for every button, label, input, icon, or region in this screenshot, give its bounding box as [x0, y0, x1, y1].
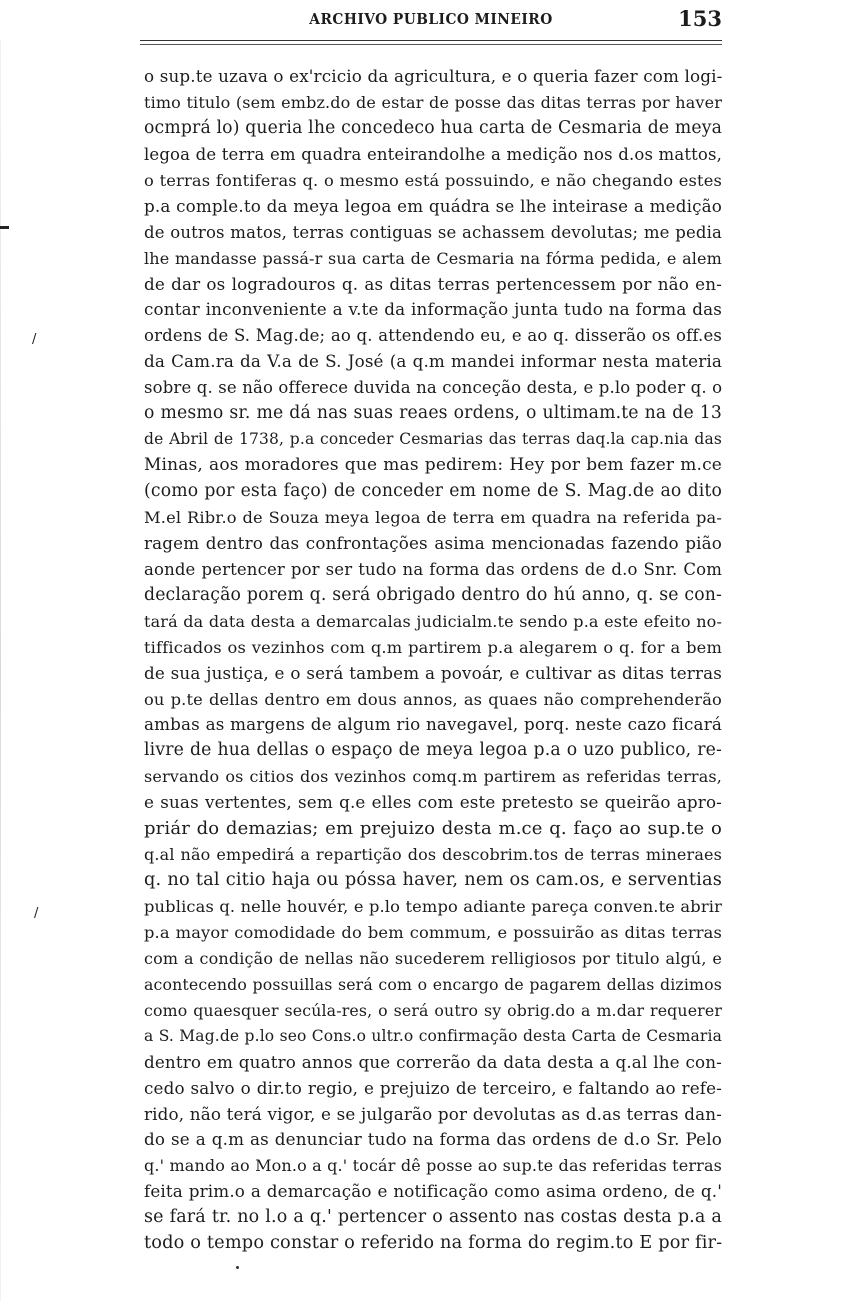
text-line: ragem dentro das confrontações asima mencionadas fazendo pião	[144, 532, 722, 553]
text-line: p.a mayor comodidade do bem commum, e possuirão as ditas terras	[144, 922, 722, 942]
text-line: acontecendo possuillas será com o encargo de pagarem dellas dizimos	[144, 974, 722, 994]
text-line: q.' mando ao Mon.o a q.' tocár dê posse ao sup.te das referidas terras	[144, 1156, 722, 1176]
binding-edge	[0, 40, 1, 1301]
text-line: e suas vertentes, sem q.e elles com este pretesto se queirão apro-	[144, 792, 722, 813]
text-line: de Abril de 1738, p.a conceder Cesmarias das terras daq.la cap.nia das	[144, 430, 722, 449]
text-line: q.al não empedirá a repartição dos descobrim.tos de terras mineraes	[144, 845, 722, 865]
text-line: lhe mandasse passá-r sua carta de Cesmaria na fórma pedida, e alem	[144, 248, 722, 268]
text-line: sobre q. se não offerece duvida na conceção desta, e p.lo poder q. o	[144, 378, 723, 398]
text-line: com a condição de nellas não sucederem relligiosos por titulo algú, e	[144, 948, 722, 968]
text-line: tifficados os vezinhos com q.m partirem p.a alegarem o q. for a bem	[144, 637, 722, 657]
text-line: cedo salvo o dir.to regio, e prejuizo de terceiro, e faltando ao refe-	[144, 1077, 722, 1098]
margin-tick-mark: /	[34, 906, 39, 921]
text-line: legoa de terra em quadra enteirandolhe a medição nos d.os mattos,	[144, 144, 722, 164]
text-line: dentro em quatro annos que correrão da data desta a q.al lhe con-	[144, 1051, 722, 1072]
text-line: tará da data desta a demarcalas judicialm.te sendo p.a este efeito no-	[144, 611, 722, 631]
page-number: 153	[678, 6, 722, 31]
running-title: ARCHIVO PUBLICO MINEIRO	[309, 10, 553, 28]
text-line: todo o tempo constar o referido na forma do regim.to E por fir-	[144, 1233, 723, 1254]
text-line: (como por esta faço) de conceder em nome de S. Mag.de ao dito	[144, 481, 722, 501]
text-line: q. no tal citio haja ou póssa haver, nem os cam.os, e serventias	[144, 870, 722, 891]
text-line: feita prim.o a demarcação e notificação como asima ordeno, de q.'	[144, 1181, 722, 1202]
text-line: Minas, aos moradores que mas pedirem: Hey por bem fazer m.ce	[144, 455, 722, 476]
text-line: p.a comple.to da meya legoa em quádra se lhe inteirase a medição	[144, 195, 722, 216]
text-line: de sua justiça, e o será tambem a povoár, e cultivar as ditas terras	[144, 662, 722, 683]
text-line: ou p.te dellas dentro em dous annos, as quaes não comprehenderão	[144, 689, 722, 709]
header-rule	[140, 40, 722, 45]
text-line: ordens de S. Mag.de; ao q. attendendo eu, e ao q. disserão os off.es	[144, 326, 722, 346]
text-line: o terras fontiferas q. o mesmo está possuindo, e não chegando estes	[144, 170, 722, 190]
text-line: do se a q.m as denunciar tudo na forma das ordens de d.o Sr. Pelo	[144, 1129, 722, 1150]
text-line: aonde pertencer por ser tudo na forma das ordens de d.o Snr. Com	[144, 559, 722, 579]
text-line: de dar os logradouros q. as ditas terras pertencessem por não en-	[144, 273, 722, 294]
text-line: se fará tr. no l.o a q.' pertencer o assento nas costas desta p.a a	[144, 1207, 722, 1228]
text-line: livre de hua dellas o espaço de meya legoa p.a o uzo publico, re-	[144, 740, 722, 761]
text-line: ambas as margens de algum rio navegavel, porq. neste cazo ficará	[144, 714, 722, 735]
text-line: o mesmo sr. me dá nas suas reaes ordens, o ultimam.te na de 13	[144, 403, 722, 424]
margin-dash-mark	[0, 226, 9, 229]
text-line: timo titulo (sem embz.do de estar de posse das ditas terras por haver	[144, 92, 722, 112]
text-line: servando os citios dos vezinhos comq.m partirem as referidas terras,	[144, 767, 722, 787]
text-line: contar inconveniente a v.te da informação junta tudo na forma das	[144, 299, 722, 320]
text-line: declaração porem q. será obrigado dentro do hú anno, q. se con-	[144, 584, 722, 605]
running-head	[140, 6, 722, 36]
margin-tick-mark: /	[32, 332, 37, 347]
text-line: da Cam.ra da V.a de S. José (a q.m mandei informar nesta materia	[144, 351, 722, 372]
text-line: priár do demazias; em prejuizo desta m.ce q. faço ao sup.te o	[144, 818, 722, 840]
text-line: M.el Ribr.o de Souza meya legoa de terra em quadra na referida pa-	[144, 507, 722, 527]
text-line: ocmprá lo) queria lhe concedeco hua carta de Cesmaria de meya	[144, 117, 723, 138]
text-line: rido, não terá vigor, e se julgarão por devolutas as d.as terras dan-	[144, 1103, 722, 1124]
stray-dot-mark	[236, 1266, 239, 1269]
text-line: publicas q. nelle houvér, e p.lo tempo adiante pareça conven.te abrir	[144, 897, 722, 916]
body-text	[144, 64, 722, 1257]
text-line: como quaesquer secúla-res, o será outro sy obrig.do a m.dar requerer	[144, 1000, 722, 1020]
text-line: a S. Mag.de p.lo seo Cons.o ultr.o confirmação desta Carta de Cesmaria	[144, 1026, 722, 1045]
text-line: de outros matos, terras contiguas se achassem devolutas; me pedia	[144, 222, 722, 242]
text-line: o sup.te uzava o ex'rcicio da agricultura, e o queria fazer com logi-	[144, 66, 723, 86]
